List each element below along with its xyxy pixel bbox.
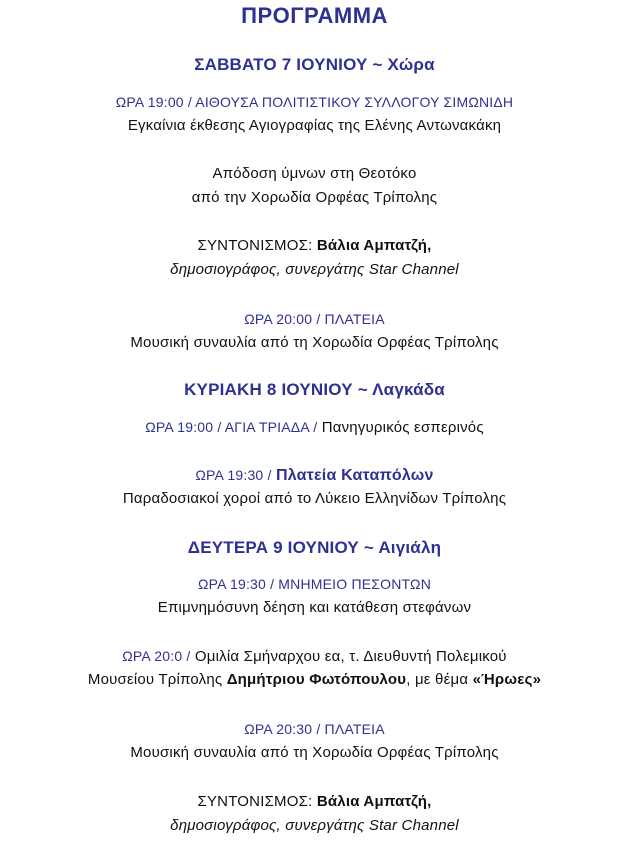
event-speech-line2-mid: , με θέμα [406, 671, 469, 688]
event-desc-vespers: Πανηγυρικός εσπερινός [321, 419, 484, 436]
event-line-speech-1 [0, 646, 629, 667]
event-desc-exhibition: Εγκαίνια έκθεσης Αγιογραφίας της Ελένης Αντωνακάκη [127, 117, 502, 134]
event-time-memorial: ΩΡΑ 19:30 / ΜΝΗΜΕΙΟ ΠΕΣΟΝΤΩΝ [197, 576, 432, 592]
coordinator-name: Βάλια Αμπατζή, [316, 793, 432, 810]
day-heading-sunday: ΚΥΡΙΑΚΗ 8 ΙΟΥΝΙΟΥ ~ Λαγκάδα [184, 380, 445, 399]
page-title: ΠΡΟΓΡΑΜΜΑ [241, 3, 388, 28]
event-speech-topic: «Ήρωες» [472, 671, 542, 688]
event-speech-line1: Ομιλία Σμήναρχου εα, τ. Διευθυντή Πολεμικού [194, 648, 507, 665]
event-desc-memorial: Επιμνημόσυνη δέηση και κατάθεση στεφάνων [157, 599, 472, 616]
event-line-dances [0, 465, 629, 486]
coordinator-line-saturday [0, 236, 629, 256]
event-speech-line2-start: Μουσείου Τρίπολης [87, 671, 223, 688]
event-time-speech: ΩΡΑ 20:0 / [122, 648, 191, 664]
event-hymns-line1: Απόδοση ύμνων στη Θεοτόκο [212, 165, 417, 182]
day-heading-monday: ΔΕΥΤΕΡΑ 9 ΙΟΥΝΙΟΥ ~ Αιγιάλη [187, 538, 442, 557]
event-hymns-line2: από την Χορωδία Ορφέας Τρίπολης [191, 189, 438, 206]
event-time-exhibition: ΩΡΑ 19:00 / ΑΙΘΟΥΣΑ ΠΟΛΙΤΙΣΤΙΚΟΥ ΣΥΛΛΟΓΟΥ ΣΙΜΩΝΙΔΗ [115, 94, 514, 110]
coordinator-name: Βάλια Αμπατζή, [316, 237, 432, 254]
event-desc-concert-saturday: Μουσική συναυλία από τη Χορωδία Ορφέας Τρίπολης [130, 334, 499, 351]
coordinator-line-monday [0, 792, 629, 812]
event-place-dances: Πλατεία Καταπόλων [275, 467, 434, 484]
event-line-vespers [0, 417, 629, 438]
event-speech-speaker: Δημήτριου Φωτόπουλου [226, 671, 407, 688]
coordinator-role-saturday: δημοσιογράφος, συνεργάτης Star Channel [170, 261, 459, 278]
coordinator-label: ΣΥΝΤΟΝΙΣΜΟΣ: [197, 793, 313, 810]
coordinator-role-monday: δημοσιογράφος, συνεργάτης Star Channel [170, 817, 459, 834]
event-desc-concert-monday: Μουσική συναυλία από τη Χορωδία Ορφέας Τρίπολης [130, 744, 499, 761]
coordinator-label: ΣΥΝΤΟΝΙΣΜΟΣ: [197, 237, 313, 254]
event-time-dances: ΩΡΑ 19:30 / [195, 467, 272, 483]
event-time-concert-monday: ΩΡΑ 20:30 / ΠΛΑΤΕΙΑ [244, 721, 385, 737]
day-heading-saturday: ΣΑΒΒΑΤΟ 7 ΙΟΥΝΙΟΥ ~ Χώρα [194, 55, 435, 74]
event-line-speech-2 [0, 670, 629, 690]
event-desc-dances: Παραδοσιακοί χοροί από το Λύκειο Ελληνίδων Τρίπολης [122, 490, 507, 507]
event-time-vespers: ΩΡΑ 19:00 / ΑΓΙΑ ΤΡΙΑΔΑ / [145, 419, 318, 435]
event-time-concert-saturday: ΩΡΑ 20:00 / ΠΛΑΤΕΙΑ [244, 311, 385, 327]
